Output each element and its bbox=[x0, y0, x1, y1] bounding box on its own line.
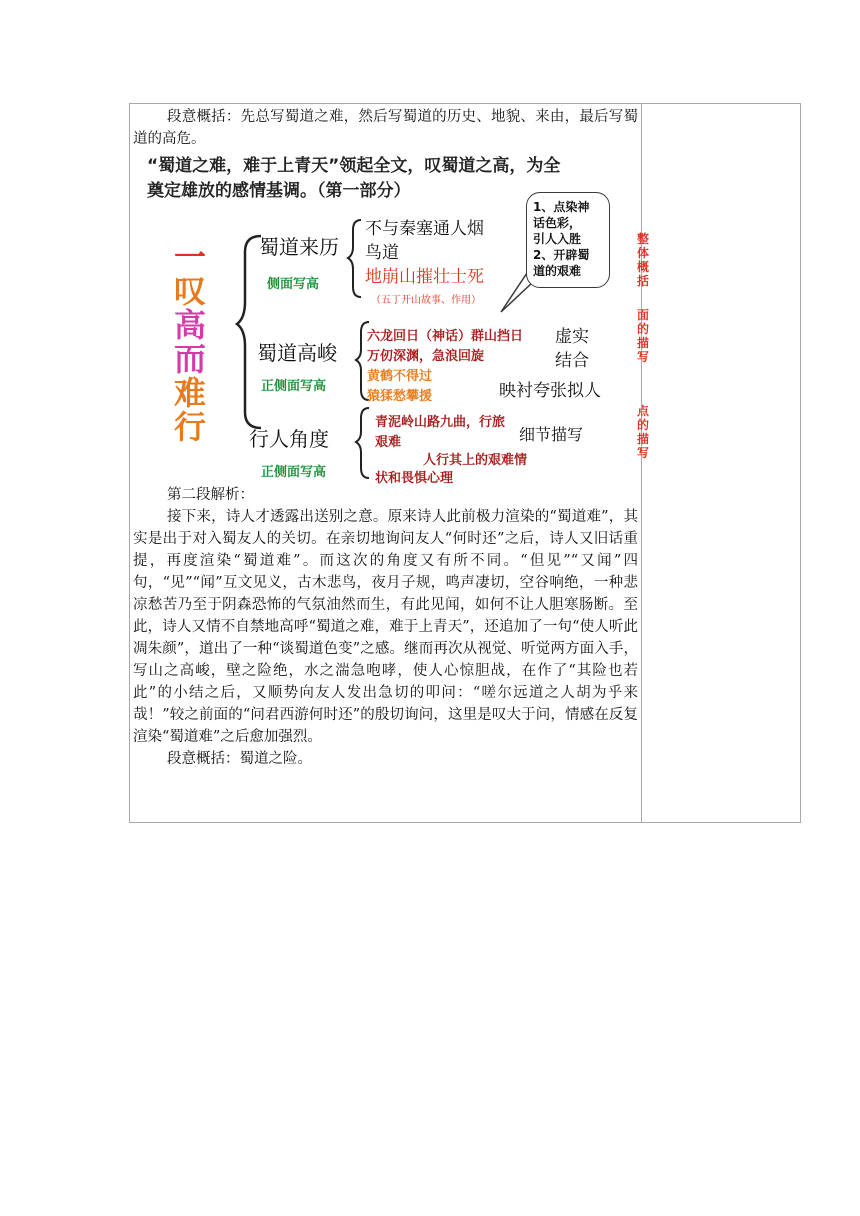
branch3-line3: 人行其上的艰难情 bbox=[423, 453, 528, 468]
diagram-headline-1: “蜀道之难，难于上青天”领起全文，叹蜀道之高，为全 bbox=[147, 156, 561, 176]
content-cell bbox=[133, 104, 650, 770]
summary-paragraph-2: 段意概括：蜀道之险。 bbox=[167, 751, 312, 767]
vertical-title-char: 而 bbox=[173, 340, 206, 378]
analysis-paragraph-2: 接下来，诗人才透露出送别之意。原来诗人此前极力渲染的“蜀道难”，其实是出于对入蜀友人的关切。在亲切地询问友人“何时还”之后，诗人又旧话重提，再度渲染“蜀道难”。而这次的角度又有所不同。“但见”“又闻”四句，“见”“闻”互文见义，古木悲鸟，夜月子规，鸣声凄切，空谷响绝，一种悲凉愁苦乃至于阴森恐怖的气氛油然而生，有此见闻，如何不让人胆寒肠断。至此，诗人又情不自禁地高呼“蜀道之难，难于上青天”，还追加了一句“使人听此凋朱颜”，道出了一种“谈蜀道色变”之感。继而再次从视觉、听觉两方面入手，写山之高峻，壁之险绝，水之湍急咆哮，使人心惊胆战，在作了“其险也若此”的小结之后，又顺势向友人发出急切的叩问：“嗟尔远道之人胡为乎来哉！”较之前面的“问君西游何时还”的殷切询问，这里是叹大于问，情感在反复渲染“蜀道难”之后愈加强烈。 bbox=[133, 509, 638, 745]
summary-paragraph-1: 段意概括：先总写蜀道之难，然后写蜀道的历史、地貌、来由，最后写蜀道的高危。 bbox=[133, 109, 638, 147]
branch3-line1: 青泥岭山路九曲，行旅 bbox=[375, 415, 506, 430]
branch1-note: （五丁开山故事、作用） bbox=[371, 295, 481, 306]
branch2-line4: 猿猱愁攀援 bbox=[367, 389, 433, 404]
bubble-line: 引人入胜 bbox=[533, 232, 582, 246]
note-bubble bbox=[526, 192, 610, 288]
branch2-side2: 结合 bbox=[555, 351, 589, 371]
section-heading-2: 第二段解析： bbox=[167, 487, 254, 503]
content-table bbox=[129, 103, 801, 823]
branch3-line4: 状和畏惧心理 bbox=[375, 471, 454, 486]
branch3-line2: 艰难 bbox=[375, 435, 402, 450]
branch1-line2: 鸟道 bbox=[365, 243, 399, 263]
branch2-tag: 正侧面写高 bbox=[261, 379, 327, 394]
bubble-line: 1、点染神 bbox=[533, 200, 590, 214]
bubble-line: 道的艰难 bbox=[533, 264, 582, 278]
branch2-side3: 映衬夸张拟人 bbox=[499, 381, 601, 401]
bubble-line: 2、开辟蜀 bbox=[533, 248, 590, 262]
branch3-title: 行人角度 bbox=[249, 427, 329, 451]
edge-text: 点 的 描 写 bbox=[637, 404, 650, 460]
structure-diagram bbox=[133, 152, 650, 486]
column-divider bbox=[641, 104, 642, 822]
branch1-tag: 侧面写高 bbox=[267, 277, 320, 292]
branch2-line2: 万仞深渊，急浪回旋 bbox=[367, 349, 485, 364]
edge-text: 面 的 描 写 bbox=[637, 308, 650, 364]
branch1-line1: 不与秦塞通人烟 bbox=[365, 219, 484, 239]
vertical-title-char: 行 bbox=[173, 408, 206, 446]
vertical-title-char: 一 bbox=[173, 238, 206, 276]
edge-text: 整 体 概 括 bbox=[637, 232, 650, 288]
branch2-line1: 六龙回日（神话）群山挡日 bbox=[367, 329, 524, 344]
vertical-title-char: 难 bbox=[173, 374, 206, 412]
vertical-title-char: 叹 bbox=[173, 272, 206, 310]
branch3-tag: 正侧面写高 bbox=[261, 465, 327, 480]
branch3-side: 细节描写 bbox=[519, 425, 584, 444]
branch2-line3: 黄鹤不得过 bbox=[367, 369, 433, 384]
diagram-headline-2: 奠定雄放的感情基调。（第一部分） bbox=[147, 181, 411, 201]
branch1-line3: 地崩山摧壮士死 bbox=[365, 267, 484, 287]
vertical-title-char: 高 bbox=[173, 306, 206, 344]
branch2-title: 蜀道高峻 bbox=[257, 341, 337, 365]
branch2-side1: 虚实 bbox=[555, 327, 589, 347]
bubble-line: 话色彩， bbox=[533, 216, 582, 230]
branch1-title: 蜀道来历 bbox=[259, 235, 339, 259]
